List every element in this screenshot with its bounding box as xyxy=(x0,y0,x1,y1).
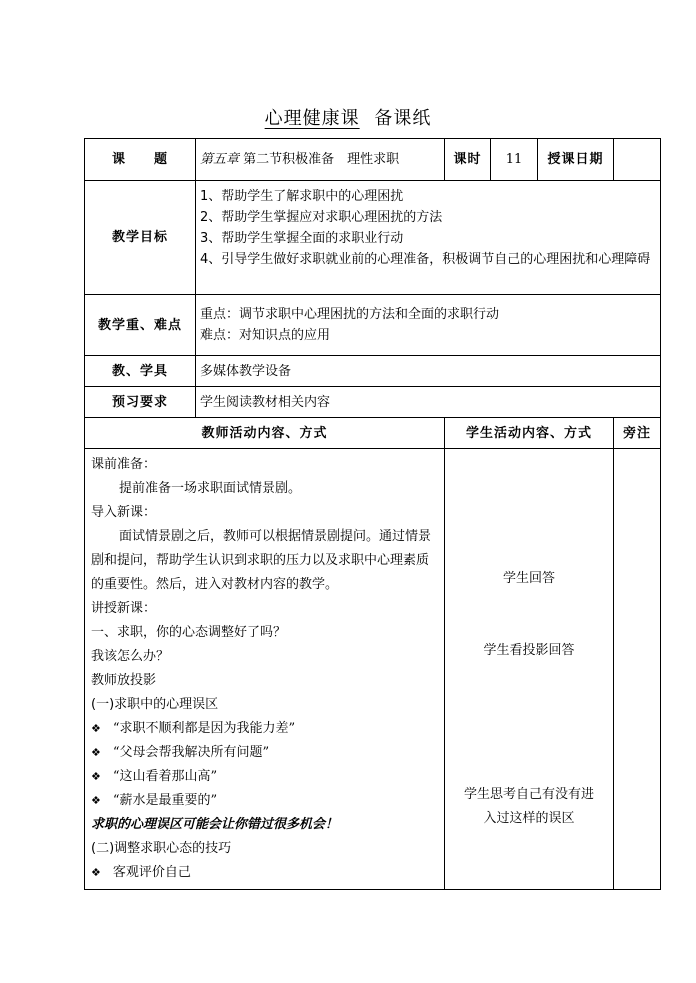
list-item xyxy=(91,861,438,885)
date-label: 授课日期 xyxy=(538,139,614,181)
document-title-suffix: 备课纸 xyxy=(374,108,432,129)
objectives-content xyxy=(196,181,661,295)
diamond-bullet-icon: ❖ xyxy=(91,866,101,879)
hours-label: 课时 xyxy=(445,139,491,181)
objective-item: 2、帮助学生掌握应对求职心理困扰的方法 xyxy=(200,210,443,225)
document-title xyxy=(0,104,696,130)
myth-text: “求职不顺利都是因为我能力差” xyxy=(112,721,296,736)
question-text: 我该怎么办？ xyxy=(91,649,170,664)
lecture-label: 讲授新课： xyxy=(91,601,157,616)
subsection-heading: (一)求职中的心理误区 xyxy=(91,697,219,712)
diamond-bullet-icon: ❖ xyxy=(91,794,101,807)
notes-content xyxy=(614,449,661,890)
student-projection-answer: 学生看投影回答 xyxy=(483,643,575,658)
teacher-activity-content xyxy=(85,449,445,890)
section-heading: 一、求职，你的心态调整好了吗？ xyxy=(91,625,287,640)
warning-text: 求职的心理误区可能会让你错过很多机会！ xyxy=(91,817,339,832)
student-activity-content xyxy=(445,449,614,890)
objective-item: 1、帮助学生了解求职中的心理困扰 xyxy=(200,189,404,204)
document-title-main: 心理健康课 xyxy=(264,108,360,129)
intro-text: 面试情景剧之后，教师可以根据情景剧提问。通过情景剧和提问，帮助学生认识到求职的压力以及求职中心理素质的重要性。然后，进入对教材内容的教学。 xyxy=(91,529,432,592)
student-reflect-line: 入过这样的误区 xyxy=(483,811,575,826)
difficulty-point: 难点：对知识点的应用 xyxy=(200,328,331,343)
hours-value: 11 xyxy=(491,139,538,181)
intro-label: 导入新课： xyxy=(91,505,157,520)
list-item xyxy=(91,789,438,813)
student-reflect-line: 学生思考自己有没有进 xyxy=(463,787,594,802)
key-points-content xyxy=(196,295,661,356)
teacher-activity-header: 教师活动内容、方式 xyxy=(85,418,445,449)
projection-text: 教师放投影 xyxy=(91,673,157,688)
list-item xyxy=(91,741,438,765)
diamond-bullet-icon: ❖ xyxy=(91,722,101,735)
prep-text: 提前准备一场求职面试情景剧。 xyxy=(119,481,302,496)
objective-item: 4、引导学生做好求职就业前的心理准备，积极调节自己的心理困扰和心理障碍 xyxy=(200,252,651,267)
diamond-bullet-icon: ❖ xyxy=(91,770,101,783)
myth-text: “薪水是最重要的” xyxy=(112,793,218,808)
myth-text: “这山看着那山高” xyxy=(112,769,218,784)
student-activity-header: 学生活动内容、方式 xyxy=(445,418,614,449)
course-title-cell xyxy=(196,139,445,181)
subsection-heading: (二)调整求职心态的技巧 xyxy=(91,841,232,856)
student-answer: 学生回答 xyxy=(502,571,555,586)
preview-value: 学生阅读教材相关内容 xyxy=(196,387,661,418)
diamond-bullet-icon: ❖ xyxy=(91,746,101,759)
key-points-label: 教学重、难点 xyxy=(85,295,196,356)
tools-value: 多媒体教学设备 xyxy=(196,356,661,387)
objectives-label: 教学目标 xyxy=(85,181,196,295)
chapter-label: 第五章 xyxy=(200,152,240,167)
list-item xyxy=(91,717,438,741)
notes-header: 旁注 xyxy=(614,418,661,449)
key-point: 重点：调节求职中心理困扰的方法和全面的求职行动 xyxy=(200,307,500,322)
course-label: 课 题 xyxy=(85,139,196,181)
objective-item: 3、帮助学生掌握全面的求职业行动 xyxy=(200,231,404,246)
prep-label: 课前准备： xyxy=(91,457,157,472)
tip-text: 客观评价自己 xyxy=(112,865,191,880)
tools-label: 教、学具 xyxy=(85,356,196,387)
preview-label: 预习要求 xyxy=(85,387,196,418)
lesson-plan-table xyxy=(84,138,661,890)
myth-text: “父母会帮我解决所有问题” xyxy=(112,745,270,760)
date-value xyxy=(614,139,661,181)
course-title: 第二节积极准备 理性求职 xyxy=(239,152,400,167)
list-item xyxy=(91,765,438,789)
